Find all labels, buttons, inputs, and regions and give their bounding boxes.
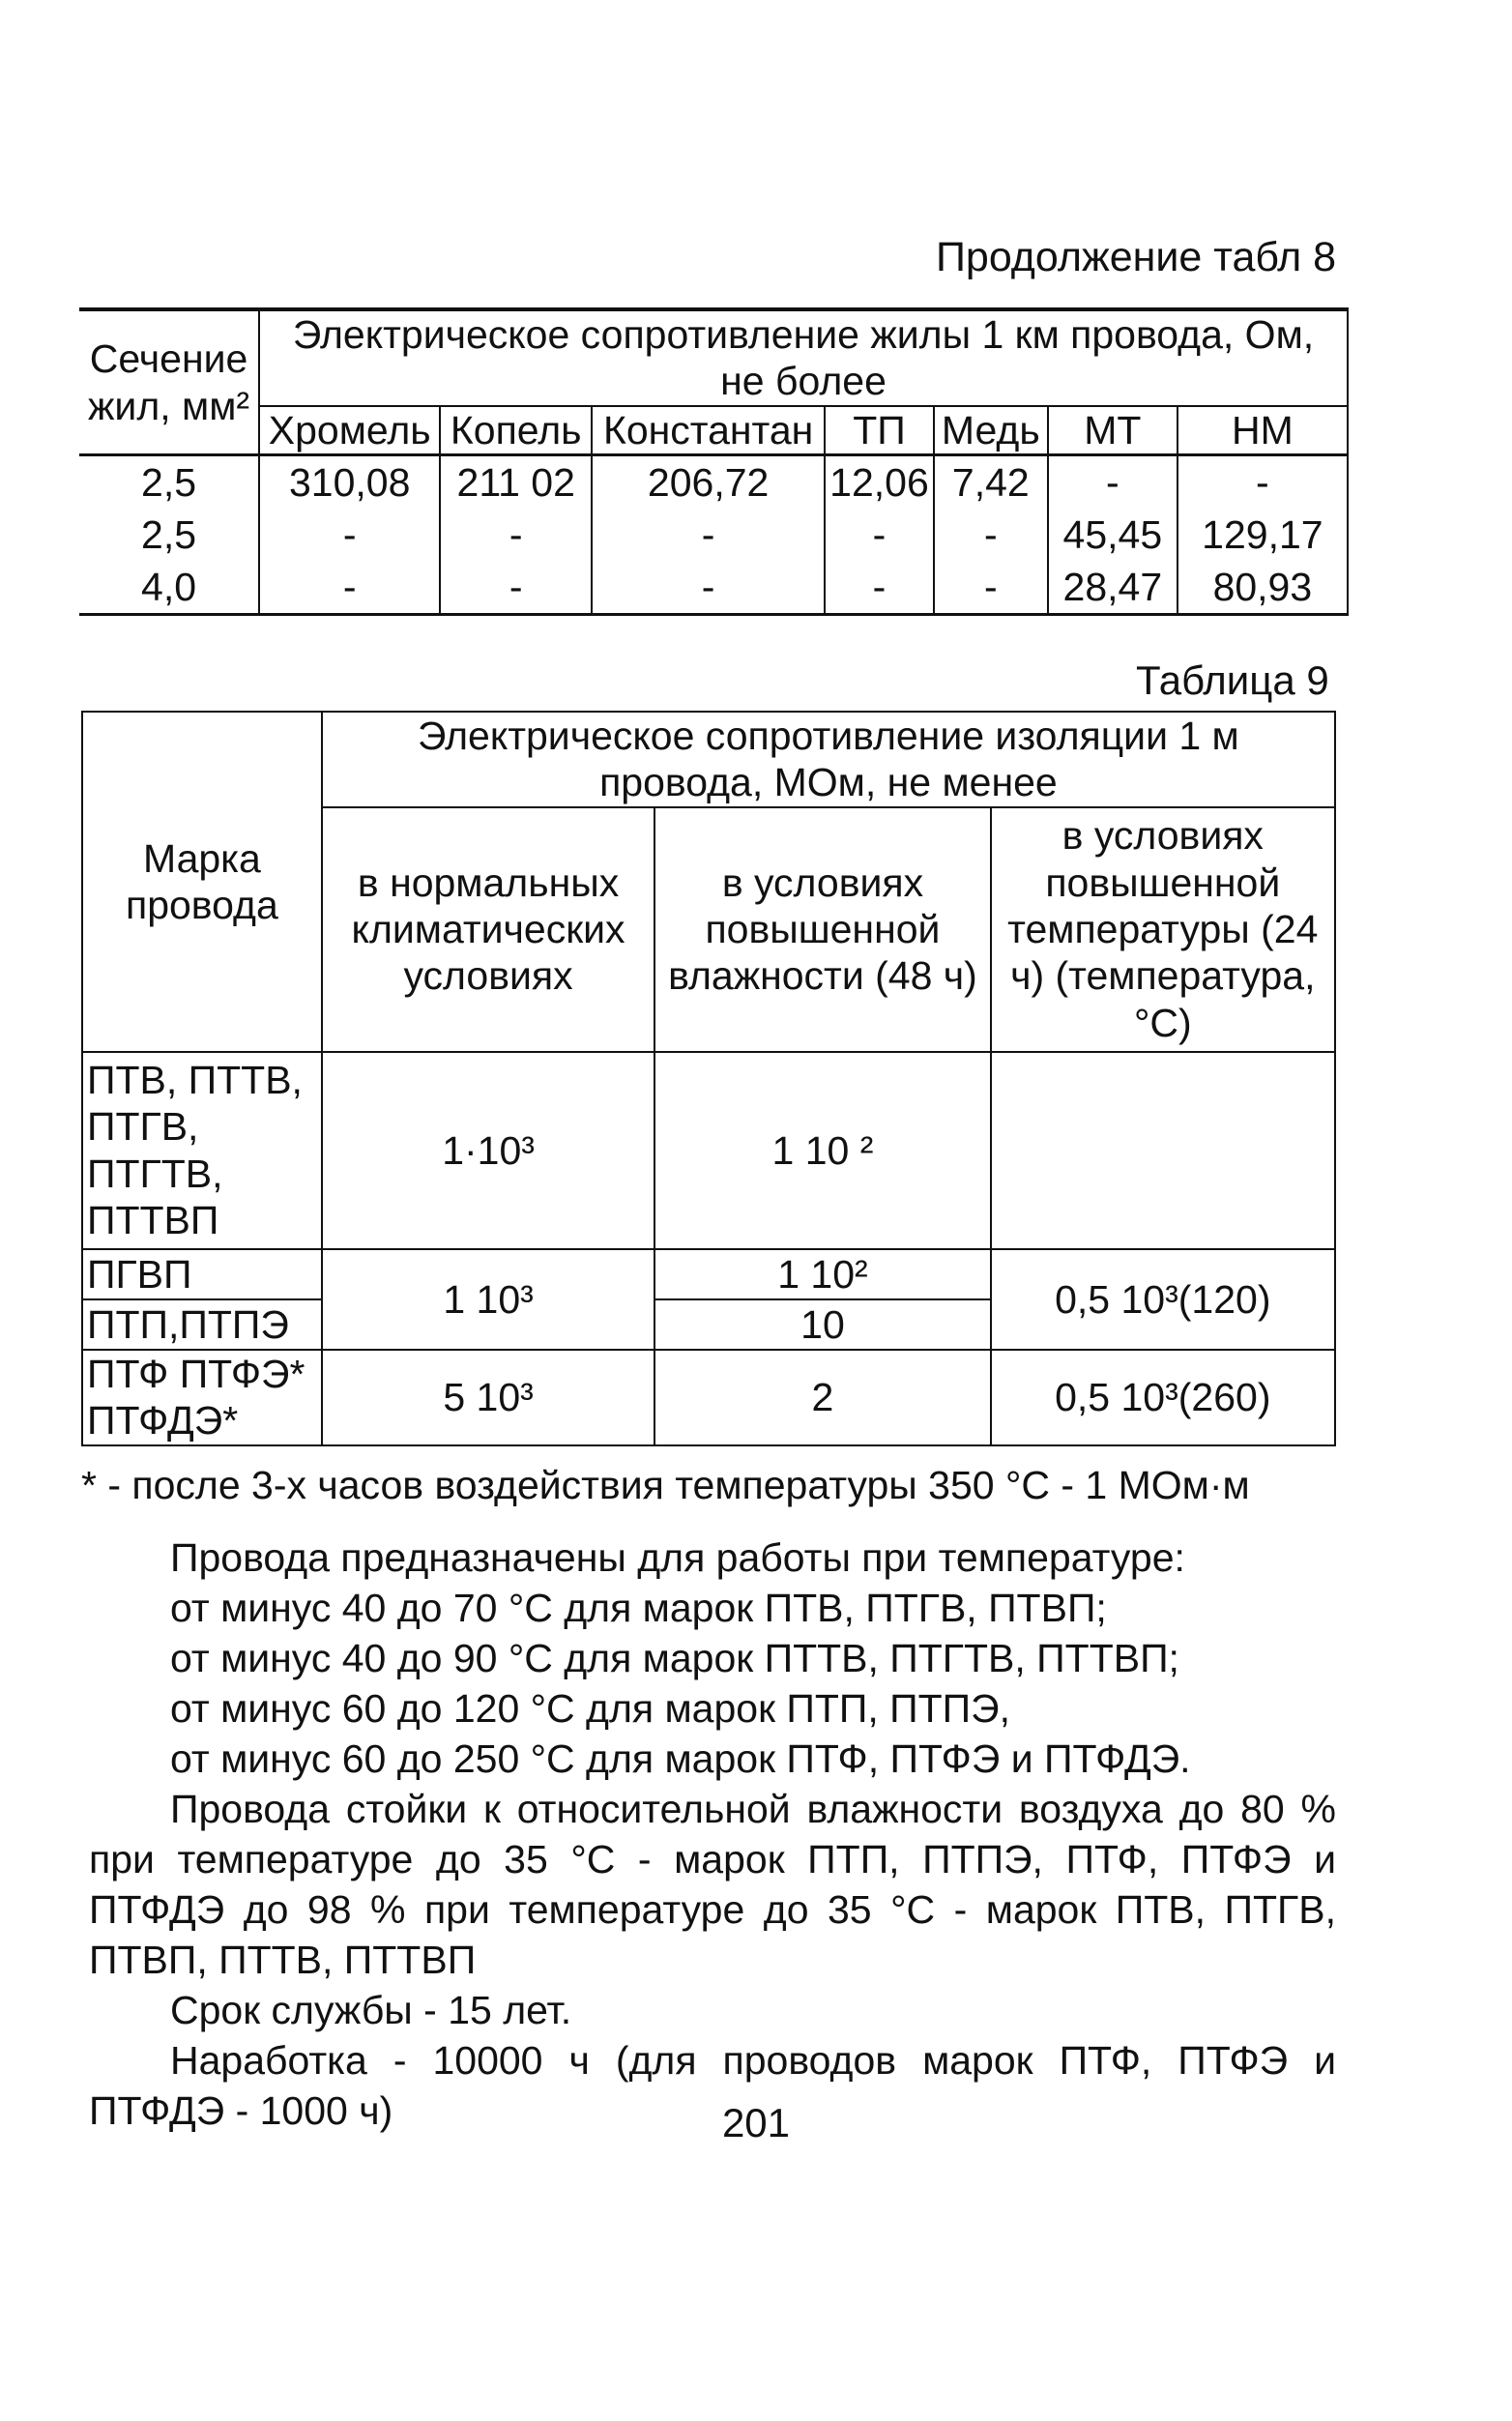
table-cell: 5 10³ xyxy=(322,1350,655,1445)
paragraph: Провода предназначены для работы при температуре: xyxy=(170,1535,1185,1580)
table-cell: 206,72 xyxy=(647,460,770,506)
table9-caption: Таблица 9 xyxy=(1136,657,1329,703)
value-column xyxy=(592,455,825,615)
paragraph: от минус 60 до 250 °С для марок ПТФ, ПТФЭ и ПТФДЭ. xyxy=(170,1736,1191,1781)
table-8 xyxy=(79,307,1349,616)
table-cell: - xyxy=(701,512,715,558)
column-header: МТ xyxy=(1048,406,1178,455)
value-column xyxy=(1178,455,1348,615)
brand-cell: ПТФ ПТФЭ* ПТФДЭ* xyxy=(82,1350,322,1445)
column-header: Хромель xyxy=(259,406,440,455)
temperature-header: в условиях повышенной температуры (24 ч) (температура,°С) xyxy=(991,807,1335,1052)
paragraph: от минус 60 до 120 °С для марок ПТП, ПТПЭ, xyxy=(170,1686,1011,1731)
table-cell: 129,17 xyxy=(1202,512,1323,558)
table-cell: 45,45 xyxy=(1062,512,1163,558)
table-cell: - xyxy=(984,512,998,558)
table-cell: 1 10² xyxy=(654,1249,990,1299)
table-cell: - xyxy=(872,512,887,558)
table-cell: 7,42 xyxy=(951,460,1030,506)
column-header: ТП xyxy=(825,406,934,455)
paragraph: от минус 40 до 70 °С для марок ПТВ, ПТГВ, ПТВП; xyxy=(170,1586,1107,1630)
table-cell: 1 10 ² xyxy=(654,1052,990,1249)
table-cell: - xyxy=(701,565,715,610)
table-cell: 2 xyxy=(654,1350,990,1445)
table-9 xyxy=(81,711,1336,1446)
brand-cell: ПГВП xyxy=(82,1249,322,1299)
insulation-resistance-header: Электрическое сопротивление изоляции 1 м провода, МОм, не менее xyxy=(322,712,1335,807)
section-header-line1: Сечение xyxy=(89,336,248,382)
paragraph: Провода стойки к относительной влажности воздуха до 80 % при температуре до 35 °С - марок ПТП, ПТПЭ, ПТФ, ПТФЭ и ПТФДЭ до 98 % при температуре до 35 °С - марок ПТВ, ПТГВ, ПТВП, ПТТВ, ПТТВП xyxy=(89,1787,1336,1982)
section-header-line2: жил, мм² xyxy=(88,383,250,428)
table-cell: 2,5 xyxy=(141,460,197,506)
table8-caption: Продолжение табл 8 xyxy=(936,234,1337,280)
table-cell: 310,08 xyxy=(289,460,411,506)
section-header xyxy=(79,309,259,455)
table-cell: - xyxy=(509,512,523,558)
table-cell xyxy=(991,1052,1335,1249)
table-cell: 28,47 xyxy=(1062,565,1163,610)
table-cell: 80,93 xyxy=(1212,565,1313,610)
brand-cell: ПТП,ПТПЭ xyxy=(82,1299,322,1350)
page-number: 201 xyxy=(721,2100,791,2145)
table9-footnote: * - после 3-х часов воздействия температуры 350 °С - 1 МОм·м xyxy=(81,1463,1250,1507)
column-header: Медь xyxy=(934,406,1048,455)
column-header: Константан xyxy=(592,406,825,455)
column-header: Копель xyxy=(440,406,592,455)
table-cell: - xyxy=(1256,460,1269,506)
table-cell: 12,06 xyxy=(829,460,929,506)
normal-conditions-header: в нормальных климатических условиях xyxy=(322,807,655,1052)
brand-header: Марка провода xyxy=(82,712,322,1052)
table-cell: - xyxy=(342,565,357,610)
paragraph: от минус 40 до 90 °С для марок ПТТВ, ПТГТВ, ПТТВП; xyxy=(170,1636,1179,1680)
column-header: НМ xyxy=(1178,406,1348,455)
brand-cell: ПТВ, ПТТВ, ПТГВ, ПТГТВ, ПТТВП xyxy=(82,1052,322,1249)
value-column xyxy=(825,455,934,615)
table-cell: 0,5 10³(260) xyxy=(991,1350,1335,1445)
table-cell: - xyxy=(509,565,523,610)
table-cell: 4,0 xyxy=(141,565,197,610)
table-cell: 1 10³ xyxy=(322,1249,655,1350)
value-column xyxy=(1048,455,1178,615)
table-cell: 10 xyxy=(654,1299,990,1350)
resistance-header: Электрическое сопротивление жилы 1 км провода, Ом, не более xyxy=(259,309,1348,406)
table-cell: - xyxy=(872,565,887,610)
body-text xyxy=(89,1532,1336,2136)
paragraph: Срок службы - 15 лет. xyxy=(170,1988,572,2032)
table-cell: 1·10³ xyxy=(322,1052,655,1249)
table-cell: 2,5 xyxy=(141,512,197,558)
value-column xyxy=(934,455,1048,615)
table-cell: - xyxy=(984,565,998,610)
table-cell: 0,5 10³(120) xyxy=(991,1249,1335,1350)
humidity-header: в условиях повышенной влажности (48 ч) xyxy=(654,807,990,1052)
table-cell: 211 02 xyxy=(456,460,575,506)
paragraph: Наработка - 10000 ч (для проводов марок ПТФ, ПТФЭ и ПТФДЭ - 1000 ч) xyxy=(89,2038,1336,2133)
section-column xyxy=(79,455,259,615)
value-column xyxy=(259,455,440,615)
value-column xyxy=(440,455,592,615)
table-cell: - xyxy=(1106,460,1119,506)
table-cell: - xyxy=(342,512,357,558)
